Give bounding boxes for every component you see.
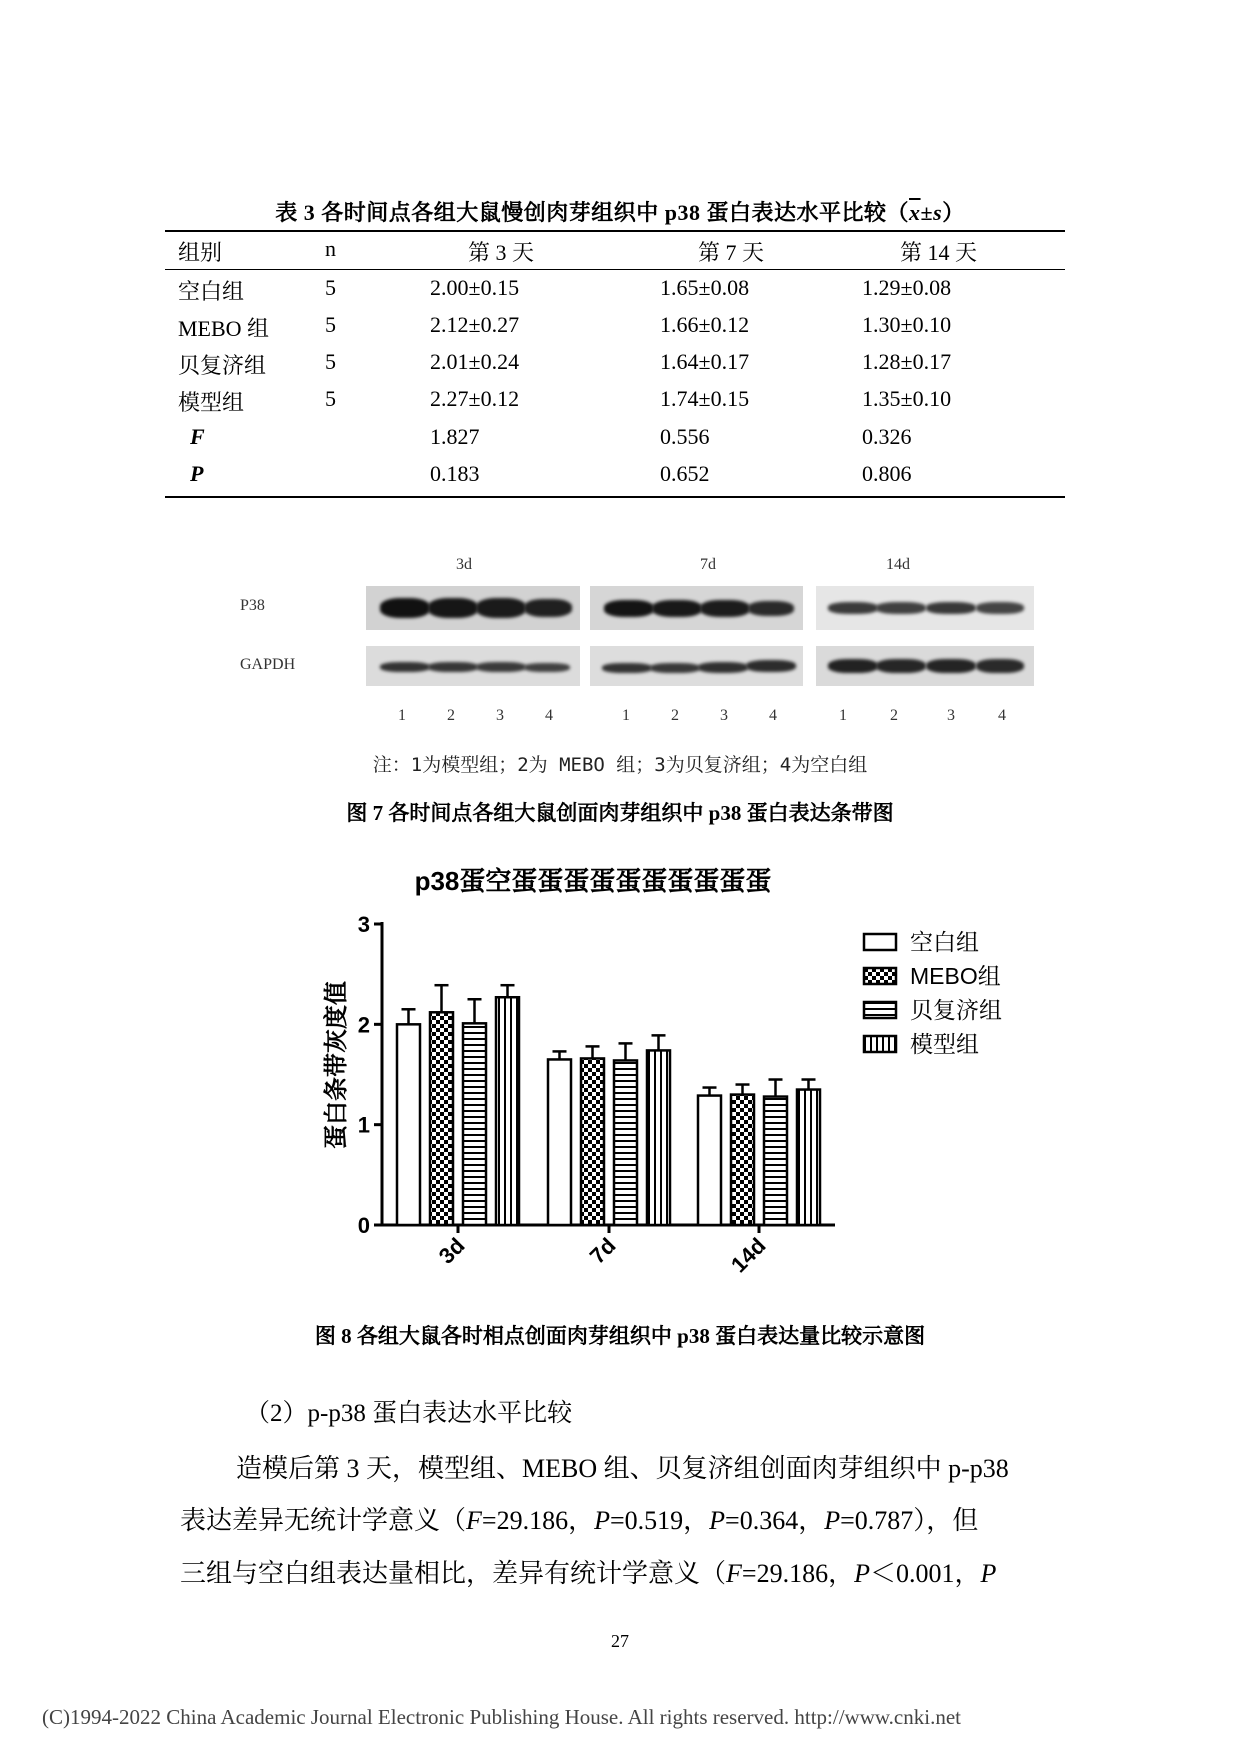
- chart-legend-label: MEBO组: [910, 963, 1001, 989]
- chart-bar: [430, 1012, 453, 1225]
- chart-bar: [647, 1050, 670, 1225]
- table-stat-label: P: [190, 461, 204, 486]
- chart-y-tick-label: 2: [357, 1012, 370, 1038]
- copyright-footer: (C)1994-2022 China Academic Journal Electronic Publishing House. All rights reserved. http://www.cnki.net: [42, 1705, 961, 1729]
- wb-row-label-p38: P38: [240, 597, 265, 614]
- stat-symbol: F: [726, 1559, 742, 1588]
- chart-x-tick-label: 14d: [726, 1232, 771, 1278]
- wb-timepoint-label: 14d: [886, 556, 910, 573]
- text-run: 三组与空白组表达量相比，差异有统计学意义（: [180, 1559, 727, 1588]
- chart-bar: [764, 1097, 787, 1225]
- table-cell-d14: 1.30±0.10: [862, 312, 952, 337]
- wb-lane-number: 3: [496, 707, 504, 724]
- table-cell-group: 模型组: [178, 390, 245, 415]
- page-number: 27: [611, 1631, 629, 1651]
- chart-y-axis-label: 蛋白条带灰度值: [323, 981, 350, 1149]
- chart-x-tick-label: 7d: [584, 1232, 621, 1269]
- table-caption-pm: ±: [920, 200, 934, 225]
- table-cell-n: 5: [325, 386, 336, 411]
- wb-lane-number: 2: [671, 707, 679, 724]
- table-cell-d3: 2.01±0.24: [430, 349, 520, 374]
- table-header-day3: 第 3 天: [468, 240, 535, 265]
- chart-legend-swatch: [864, 1002, 896, 1018]
- table-cell-d14: 1.29±0.08: [862, 275, 952, 300]
- table-header-n: n: [325, 236, 336, 261]
- stat-symbol: P: [709, 1506, 726, 1535]
- table-cell-d3: 2.12±0.27: [430, 312, 520, 337]
- table-caption-text: 表 3 各时间点各组大鼠慢创肉芽组织中 p38 蛋白表达水平比较（: [275, 200, 910, 225]
- chart-legend-label: 模型组: [910, 1031, 979, 1057]
- wb-lane-number: 1: [622, 707, 630, 724]
- figure-8-caption: 图 8 各组大鼠各时相点创面肉芽组织中 p38 蛋白表达量比较示意图: [314, 1324, 926, 1348]
- table-cell-d7: 1.65±0.08: [660, 275, 750, 300]
- stat-symbol: P: [980, 1559, 997, 1588]
- wb-note: 注：1为模型组；2为 MEBO 组；3为贝复济组；4为空白组: [372, 754, 868, 776]
- table-cell-d7: 1.74±0.15: [660, 386, 750, 411]
- table-cell-group: 空白组: [178, 279, 245, 304]
- chart-x-tick-label: 3d: [433, 1232, 470, 1269]
- chart-legend-label: 空白组: [910, 929, 979, 955]
- wb-row-label-gapdh: GAPDH: [240, 656, 296, 673]
- text-run: =29.186，: [741, 1559, 855, 1588]
- table-stat-d7: 0.652: [660, 461, 710, 486]
- text-run: ＜0.001，: [869, 1559, 981, 1588]
- table-stat-d14: 0.326: [862, 424, 912, 449]
- text-run: =0.519，: [609, 1506, 710, 1535]
- chart-plot-area: [358, 912, 835, 1277]
- table-stat-d3: 1.827: [430, 424, 480, 449]
- chart-bar: [797, 1090, 820, 1225]
- text-run: =0.787），但: [840, 1506, 979, 1535]
- chart-y-tick-label: 3: [357, 912, 370, 937]
- table-header-group: 组别: [178, 240, 223, 265]
- table-stat-d14: 0.806: [862, 461, 912, 486]
- table-stat-d3: 0.183: [430, 461, 480, 486]
- table-stat-d7: 0.556: [660, 424, 710, 449]
- chart-bar: [496, 997, 519, 1225]
- paragraph-line: [180, 1500, 978, 1537]
- table-cell-n: 5: [325, 312, 336, 337]
- text-run: =0.364，: [725, 1506, 825, 1535]
- chart-bar: [463, 1023, 486, 1225]
- wb-lane-number: 1: [839, 707, 847, 724]
- table-cell-d3: 2.00±0.15: [430, 275, 520, 300]
- text-run: =29.186，: [481, 1506, 595, 1535]
- table-caption-s: s: [933, 200, 943, 225]
- table-cell-d14: 1.35±0.10: [862, 386, 952, 411]
- wb-lane-number: 1: [398, 707, 406, 724]
- chart-bar: [614, 1060, 637, 1225]
- chart-legend-swatch: [864, 968, 896, 984]
- wb-lane-number: 2: [890, 707, 898, 724]
- wb-timepoint-label: 3d: [456, 556, 472, 573]
- wb-lane-number: 3: [720, 707, 728, 724]
- chart-bar: [397, 1024, 420, 1225]
- stat-symbol: P: [854, 1559, 870, 1588]
- wb-lane-number: 3: [947, 707, 955, 724]
- figure-7-caption: 图 7 各时间点各组大鼠创面肉芽组织中 p38 蛋白表达条带图: [346, 801, 894, 825]
- wb-lane-number: 4: [545, 707, 553, 724]
- chart-legend: [864, 929, 1002, 1057]
- paragraph-line: 造模后第 3 天，模型组、MEBO 组、贝复济组创面肉芽组织中 p-p38: [236, 1454, 1009, 1483]
- wb-lane-number: 4: [998, 707, 1006, 724]
- chart-title: p38蛋空蛋蛋蛋蛋蛋蛋蛋蛋蛋蛋: [414, 866, 772, 896]
- stat-symbol: P: [594, 1506, 610, 1535]
- text-run: 表达差异无统计学意义（: [180, 1506, 467, 1535]
- chart-legend-label: 贝复济组: [910, 997, 1002, 1023]
- table-stat-label: F: [190, 424, 205, 449]
- table-cell-d3: 2.27±0.12: [430, 386, 520, 411]
- stat-symbol: F: [466, 1506, 482, 1535]
- section-heading: （2）p-p38 蛋白表达水平比较: [245, 1400, 573, 1427]
- chart-bar: [581, 1058, 604, 1225]
- table-cell-group: 贝复济组: [178, 353, 267, 378]
- table-caption-xbar: $\overline{x}$: [909, 200, 921, 225]
- table-cell-n: 5: [325, 349, 336, 374]
- table-cell-group: MEBO 组: [178, 316, 270, 341]
- chart-bar: [731, 1095, 754, 1225]
- table-header-day7: 第 7 天: [698, 240, 765, 265]
- stat-symbol: P: [824, 1506, 841, 1535]
- wb-lane-number: 2: [447, 707, 455, 724]
- table-cell-n: 5: [325, 275, 336, 300]
- table-cell-d7: 1.66±0.12: [660, 312, 750, 337]
- chart-y-tick-label: 0: [357, 1213, 370, 1238]
- table-cell-d7: 1.64±0.17: [660, 349, 750, 374]
- paragraph-line: [180, 1553, 996, 1590]
- table-header-day14: 第 14 天: [900, 240, 978, 265]
- chart-y-tick-label: 1: [357, 1112, 370, 1138]
- table-cell-d14: 1.28±0.17: [862, 349, 952, 374]
- wb-timepoint-label: 7d: [700, 556, 716, 573]
- chart-legend-swatch: [864, 1036, 896, 1052]
- chart-bar: [548, 1059, 571, 1225]
- wb-lane-number: 4: [769, 707, 777, 724]
- chart-legend-swatch: [864, 934, 896, 950]
- table-caption-suffix: ）: [942, 200, 965, 225]
- chart-bar: [698, 1096, 721, 1225]
